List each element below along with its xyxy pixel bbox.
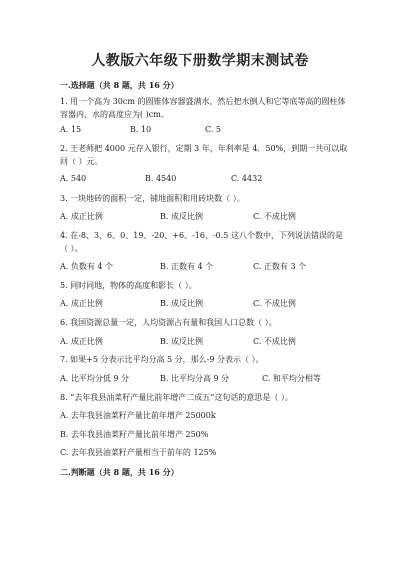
question-2-option-b: B. 4540 (145, 174, 177, 183)
question-1-text-cont: 容器内，水的高度应为( )cm。 (60, 110, 169, 119)
question-5-option-a: A. 成正比例 (60, 299, 103, 308)
question-1-option-c: C. 5 (205, 125, 222, 134)
question-2-option-a: A. 540 (60, 174, 87, 183)
question-3-option-a: A. 成正比例 (60, 212, 103, 221)
question-7-text: 7. 如果+5 分表示比平均分高 5 分，那么-9 分表示（ ）。 (60, 355, 264, 364)
question-7-option-a: A. 比平均分低 9 分 (60, 374, 130, 383)
question-2-option-c: C. 4432 (231, 174, 263, 183)
question-4-text: 4. 在-8、3、6、0、19、-20、+6、-16、-0.5 这八个数中，下列说法错误的是 (60, 231, 343, 240)
question-8-option-c: C. 去年我县油菜籽产量相当于前年的 125% (60, 448, 217, 457)
question-4-option-a: A. 负数有 4 个 (60, 262, 114, 271)
question-3-text: 3. 一块地砖的面积一定，铺地面积和用砖块数（ ）。 (60, 194, 245, 203)
question-6-option-a: A. 成正比例 (60, 337, 103, 346)
question-7-option-c: C. 和平均分相等 (262, 374, 321, 383)
section-heading-judgment: 二.判断题（共 8 题，共 16 分） (60, 467, 179, 477)
question-5-text: 5. 同时同地，物体的高度和影长（ ）。 (60, 281, 197, 290)
question-6-text: 6. 我国资源总量一定，人均资源占有量和我国人口总数（ ）。 (60, 318, 277, 327)
question-2-text-cont: 回（ ）元。 (60, 157, 103, 166)
question-1-text: 1. 用一个高为 30cm 的圆锥体容器盛满水，然后把水倒人和它等底等高的圆柱体 (60, 97, 346, 106)
question-4-option-b: B. 正数有 4 个 (160, 262, 214, 271)
page-title: 人教版六年级下册数学期末测试卷 (91, 53, 309, 69)
question-6-option-c: C. 不成比例 (253, 337, 296, 346)
question-7-option-b: B. 比平均分高 9 分 (160, 374, 230, 383)
question-8-option-a: A. 去年我县油菜籽产量比前年增产 25000k (60, 411, 216, 420)
question-3-option-b: B. 成反比例 (160, 212, 203, 221)
question-5-option-b: B. 成反比例 (160, 299, 203, 308)
question-4-text-cont: （ ）。 (60, 244, 83, 253)
question-8-text: 8. “去年我县油菜籽产量比前年增产二成五”这句话的意思是（ ）。 (60, 393, 293, 402)
question-8-option-b: B. 去年我县油菜籽产量比前年增产 250% (60, 430, 209, 439)
question-1-option-b: B. 10 (130, 125, 152, 134)
question-3-option-c: C. 不成比例 (253, 212, 296, 221)
question-4-option-c: C. 正数有 3 个 (253, 262, 307, 271)
question-2-text: 2. 王老师把 4000 元存入银行，定期 3 年，年利率是 4．50%，到期一共可以取 (60, 144, 348, 153)
question-5-option-c: C. 不成比例 (253, 299, 296, 308)
question-6-option-b: B. 成反比例 (160, 337, 203, 346)
question-1-option-a: A. 15 (60, 125, 82, 134)
section-heading-choice: 一.选择题（共 8 题，共 16 分） (60, 80, 179, 90)
